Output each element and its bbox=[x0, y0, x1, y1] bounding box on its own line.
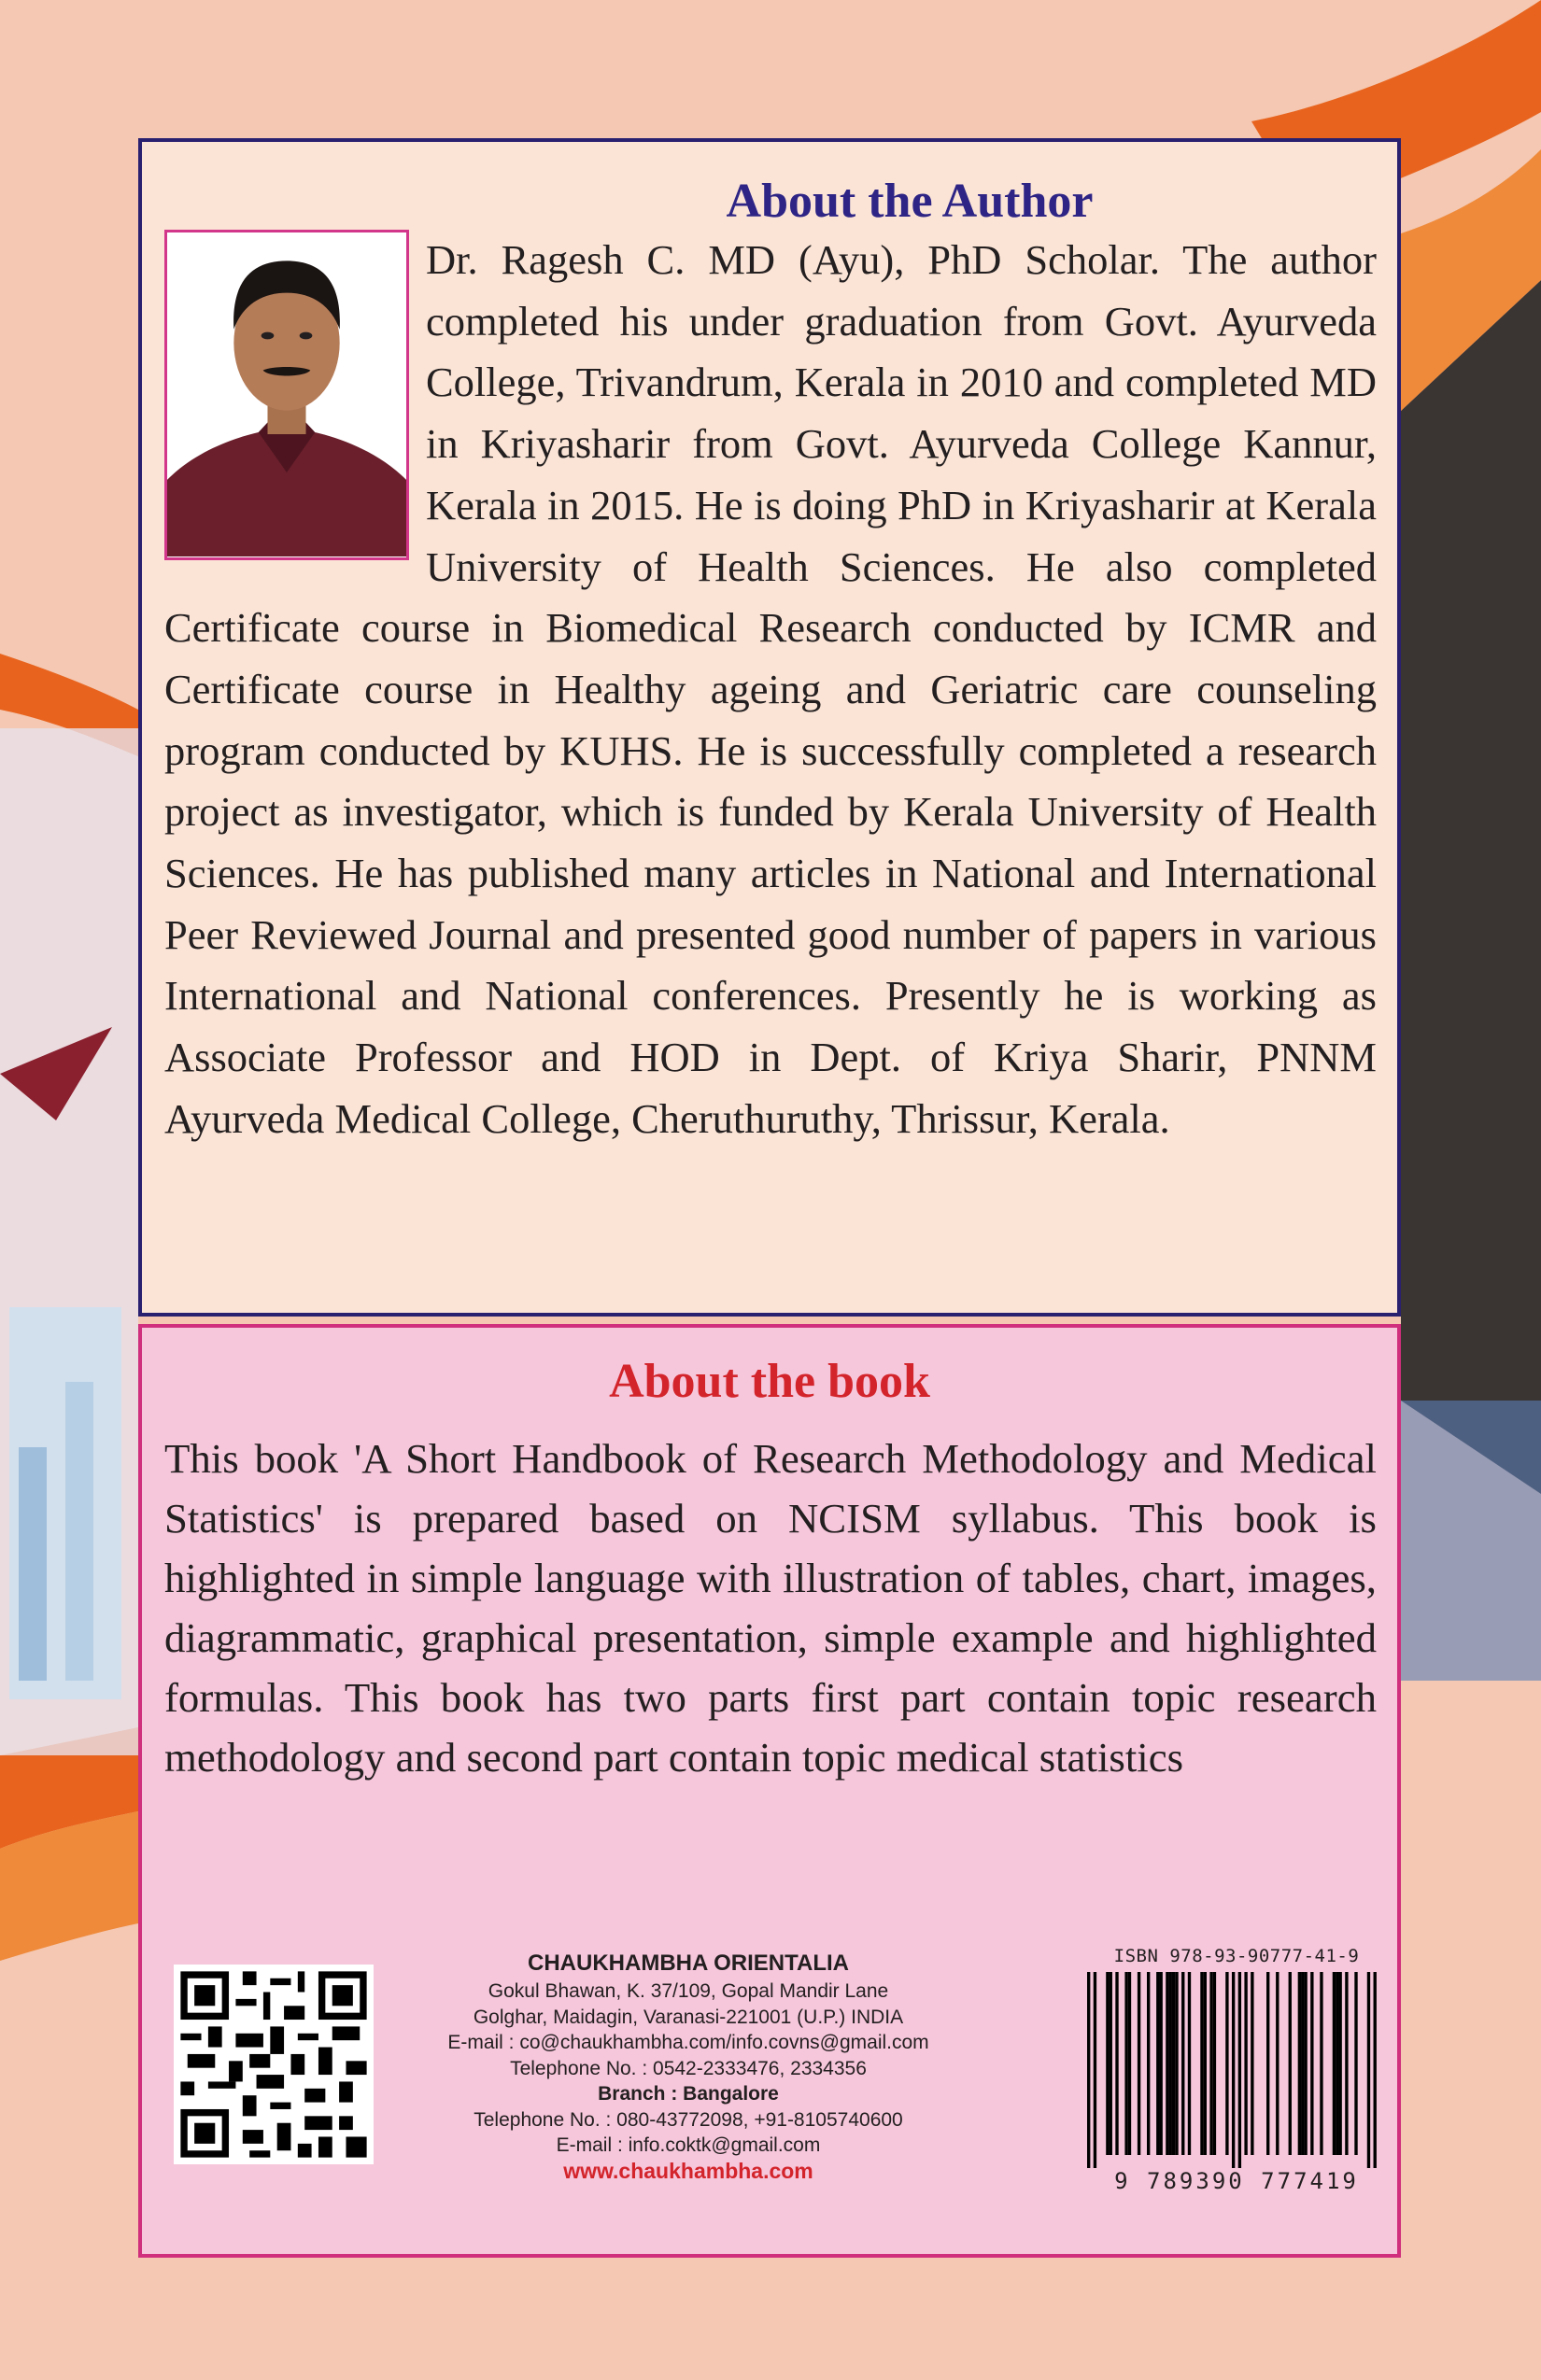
isbn-label: ISBN 978-93-90777-41-9 bbox=[1113, 1946, 1360, 1966]
isbn-digits: 9 789390 777419 bbox=[1114, 2168, 1359, 2194]
book-description: This book 'A Short Handbook of Research Methodology and Medical Statistics' is prepared based on NCISM syllabus. This book is highlighted in simple language with illustration of tables, chart, images, diagrammatic, graphical presentation, simple example and highlighted formulas. This book has two parts first part contain topic research methodology and second part contain topic medical statistics bbox=[164, 1435, 1377, 1781]
publisher-address-line1: Gokul Bhawan, K. 37/109, Gopal Mandir Lane bbox=[488, 1980, 889, 2002]
publisher-branch-email: E-mail : info.coktk@gmail.com bbox=[556, 2134, 821, 2156]
publisher-name: CHAUKHAMBHA ORIENTALIA bbox=[528, 1950, 849, 1976]
barcode-bars bbox=[1087, 1972, 1386, 2168]
publisher-address-line2: Golghar, Maidagin, Varanasi-221001 (U.P.) INDIA bbox=[473, 2006, 904, 2028]
qr-code bbox=[174, 1965, 374, 2164]
publisher-branch: Branch : Bangalore bbox=[598, 2083, 779, 2105]
book-heading: About the book bbox=[609, 1355, 930, 1408]
publisher-email: E-mail : co@chaukhambha.com/info.covns@gmail.com bbox=[447, 2032, 929, 2053]
publisher-info bbox=[422, 1949, 954, 2184]
author-panel bbox=[138, 138, 1401, 1317]
author-heading: About the Author bbox=[726, 175, 1094, 228]
isbn-barcode bbox=[1076, 1946, 1397, 2198]
publisher-website: www.chaukhambha.com bbox=[563, 2158, 813, 2183]
author-photo bbox=[164, 230, 409, 560]
author-bio: Dr. Ragesh C. MD (Ayu), PhD Scholar. The author completed his under graduation from Govt. Ayurveda College, Trivandrum, Kerala in 2010 and completed MD in Kriyasharir from Govt. Ayurveda College Kannur, Kerala in 2015. He is doing PhD in Kriyasharir at Kerala University of Health Sciences. He also completed Certificate course in Biomedical Research conducted by ICMR and Certificate course in Healthy ageing and Geriatric care counseling program conducted by KUHS. He is successfully completed a research project as investigator, which is funded by Kerala University of Health Sciences. He has published many articles in National and International Peer Reviewed Journal and presented good number of papers in various International and National conferences. Presently he is working as Associate Professor and HOD in Dept. of Kriya Sharir, PNNM Ayurveda Medical College, Cheruthuruthy, Thrissur, Kerala. bbox=[164, 236, 1377, 1142]
publisher-branch-telephone: Telephone No. : 080-43772098, +91-8105740600 bbox=[474, 2108, 903, 2131]
book-panel bbox=[138, 1324, 1401, 2258]
publisher-telephone: Telephone No. : 0542-2333476, 2334356 bbox=[510, 2057, 867, 2079]
author-body bbox=[142, 230, 1397, 1150]
